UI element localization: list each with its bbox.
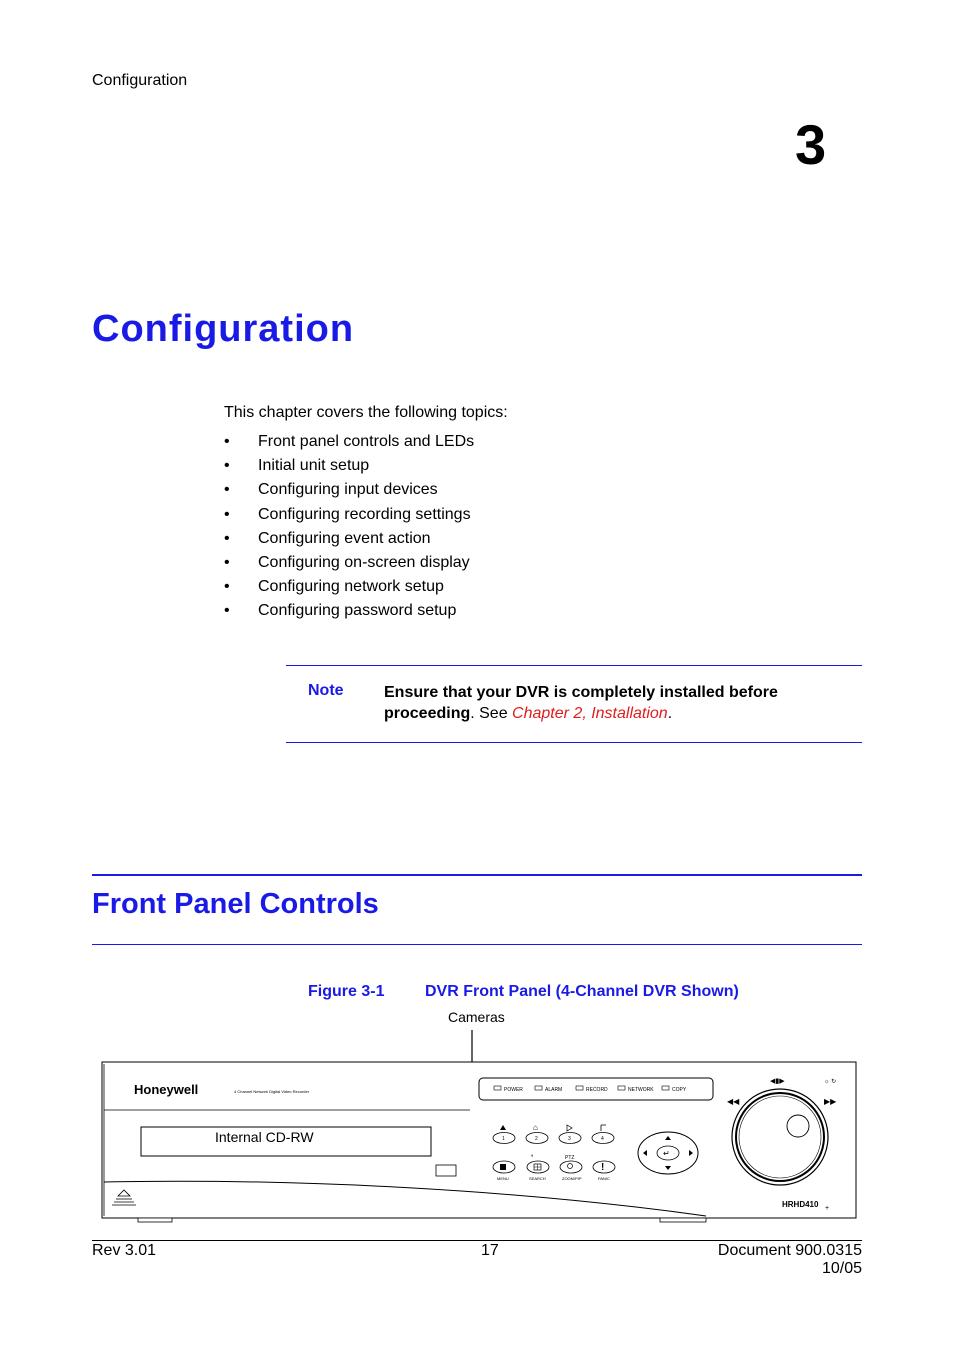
chapter-link[interactable]: Chapter 2, Installation — [512, 705, 668, 722]
list-item: • Configuring network setup — [224, 577, 474, 601]
svg-text:2: 2 — [535, 1136, 538, 1142]
model-description: 4 Channel Network Digital Video Recorder — [234, 1089, 310, 1094]
intro-text: This chapter covers the following topics: — [224, 404, 508, 421]
chapter-number: 3 — [795, 113, 827, 176]
bullet-icon: • — [224, 481, 230, 499]
navigation-pad[interactable] — [638, 1132, 698, 1174]
list-item: • Configuring password setup — [224, 601, 474, 625]
foot-left — [138, 1218, 172, 1222]
section-title: Front Panel Controls — [92, 888, 379, 920]
eject-button[interactable] — [436, 1165, 456, 1176]
svg-text:RECORD: RECORD — [586, 1087, 608, 1093]
foot-right — [660, 1218, 706, 1222]
jog-knob[interactable] — [787, 1115, 809, 1137]
list-item: • Configuring input devices — [224, 480, 474, 504]
bullet-icon: • — [224, 457, 230, 475]
svg-text:4: 4 — [601, 1136, 604, 1142]
svg-text:NETWORK: NETWORK — [628, 1087, 654, 1093]
playback-icons: ◀▮▶ — [770, 1078, 785, 1085]
figure-title: DVR Front Panel (4-Channel DVR Shown) — [425, 983, 739, 1000]
menu-icon — [500, 1164, 506, 1170]
zoom-pip-button[interactable] — [560, 1161, 582, 1181]
bullet-icon: • — [224, 553, 230, 571]
status-icon: ☼ ↻ — [824, 1079, 837, 1085]
home-icon: ⌂ — [533, 1123, 538, 1132]
svg-text:COPY: COPY — [672, 1087, 687, 1093]
brand-logo: Honeywell — [134, 1082, 199, 1097]
enter-icon: ↵ — [663, 1149, 670, 1158]
bullet-icon: • — [224, 602, 230, 620]
bullet-icon: • — [224, 578, 230, 596]
plus-mark: + — [825, 1205, 830, 1212]
note-label: Note — [308, 682, 344, 699]
bullet-icon: • — [224, 529, 230, 547]
note-text: Ensure that your DVR is completely installed before proceeding. See Chapter 2, Installation. — [384, 684, 778, 722]
chapter-title: Configuration — [92, 308, 355, 350]
list-item: • Initial unit setup — [224, 456, 474, 480]
list-item: • Front panel controls and LEDs — [224, 432, 474, 456]
jog-shuttle-dial[interactable] — [732, 1089, 828, 1185]
rewind-icon: ◀◀ — [727, 1097, 740, 1106]
running-header: Configuration — [92, 72, 188, 89]
figure-label: Figure 3-1 — [308, 983, 385, 1000]
svg-text:3: 3 — [568, 1136, 571, 1142]
cameras-callout: Cameras — [448, 1009, 505, 1025]
svg-text:SEARCH: SEARCH — [529, 1176, 546, 1181]
svg-text:ZOOM/PIP: ZOOM/PIP — [562, 1176, 582, 1181]
svg-text:MENU: MENU — [497, 1176, 509, 1181]
footer-revision: Rev 3.01 — [92, 1242, 157, 1259]
footer-document: Document 900.0315 10/05 — [717, 1242, 862, 1277]
page-number: 17 — [481, 1242, 499, 1259]
ptz-label: PTZ — [565, 1155, 575, 1161]
model-number: HRHD410 — [782, 1200, 819, 1209]
list-item: • Configuring event action — [224, 529, 474, 553]
bullet-icon: • — [224, 433, 230, 450]
exclamation-icon: ! — [601, 1162, 605, 1173]
svg-text:PANIC: PANIC — [598, 1176, 610, 1181]
cd-rw-label: Internal CD-RW — [215, 1129, 314, 1145]
bullet-icon: • — [224, 505, 230, 523]
footer-rule — [92, 1240, 862, 1241]
fast-forward-icon: ▶▶ — [824, 1097, 837, 1106]
list-item: • Configuring recording settings — [224, 505, 474, 529]
audio-icon: ◐ — [531, 1153, 535, 1159]
svg-text:1: 1 — [502, 1136, 505, 1142]
list-item: • Configuring on-screen display — [224, 553, 474, 577]
svg-text:POWER: POWER — [504, 1087, 523, 1093]
svg-text:ALARM: ALARM — [545, 1087, 563, 1093]
